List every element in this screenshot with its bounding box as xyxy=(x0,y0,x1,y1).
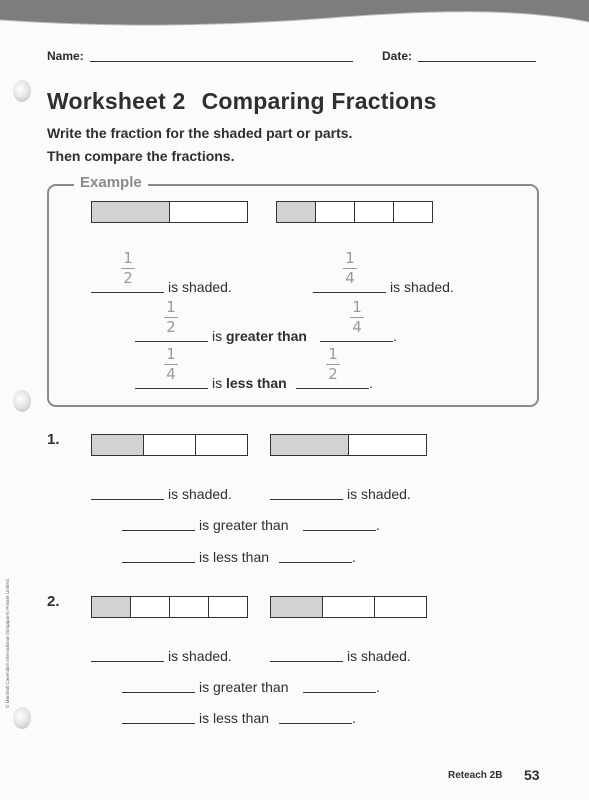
name-label: Name: xyxy=(47,49,84,63)
period: . xyxy=(393,328,397,344)
answer-line[interactable] xyxy=(303,692,376,693)
unshaded-part xyxy=(323,597,375,617)
unshaded-part xyxy=(131,597,170,617)
shaded-part xyxy=(92,597,131,617)
fraction-bar xyxy=(270,434,427,456)
is-shaded-text: is shaded. xyxy=(390,279,454,295)
answer-line xyxy=(135,341,208,342)
worksheet-topic: Comparing Fractions xyxy=(201,88,437,114)
denominator: 2 xyxy=(166,318,176,336)
shaded-part xyxy=(92,202,170,222)
fraction-bar xyxy=(91,596,248,618)
unshaded-part xyxy=(170,597,209,617)
unshaded-part xyxy=(144,435,196,455)
answer-line[interactable] xyxy=(122,723,195,724)
less-than-text: is less than xyxy=(199,549,270,565)
less-than-text: is less than xyxy=(212,375,287,391)
is-shaded-text: is shaded. xyxy=(168,648,232,664)
shaded-part xyxy=(92,435,144,455)
fraction-bar xyxy=(91,434,248,456)
instruction-line-1: Write the fraction for the shaded part or parts. xyxy=(47,125,353,141)
problem-number: 1. xyxy=(47,431,60,448)
answer-line[interactable] xyxy=(91,499,164,500)
problem-number: 2. xyxy=(47,593,60,610)
answer-line[interactable] xyxy=(279,723,352,724)
denominator: 2 xyxy=(123,269,133,287)
page-title xyxy=(47,88,437,115)
numerator: 1 xyxy=(166,345,176,363)
name-line[interactable] xyxy=(90,61,353,62)
unshaded-part xyxy=(196,435,247,455)
example-label: Example xyxy=(74,174,148,191)
denominator: 4 xyxy=(166,365,176,383)
answer-line[interactable] xyxy=(122,530,195,531)
instruction-line-2: Then compare the fractions. xyxy=(47,148,235,164)
answer-line xyxy=(296,388,369,389)
is-shaded-text: is shaded. xyxy=(347,648,411,664)
shaded-part xyxy=(277,202,316,222)
unshaded-part xyxy=(316,202,355,222)
answer-line[interactable] xyxy=(122,692,195,693)
is-shaded-text: is shaded. xyxy=(168,279,232,295)
worksheet-number: Worksheet 2 xyxy=(47,88,186,114)
answer-line[interactable] xyxy=(122,562,195,563)
fraction-one-half xyxy=(164,300,178,335)
period: . xyxy=(352,710,356,726)
fraction-bar xyxy=(91,201,248,223)
fraction-one-quarter xyxy=(350,300,364,335)
less-than-text: is less than xyxy=(199,710,270,726)
shaded-part xyxy=(271,597,323,617)
answer-line xyxy=(313,292,386,293)
answer-line[interactable] xyxy=(279,562,352,563)
greater-than-text: is greater than xyxy=(212,328,307,344)
period: . xyxy=(376,517,380,533)
unshaded-part xyxy=(375,597,426,617)
greater-than-text: is greater than xyxy=(199,517,289,533)
period: . xyxy=(352,549,356,565)
period: . xyxy=(376,679,380,695)
numerator: 1 xyxy=(166,298,176,316)
numerator: 1 xyxy=(352,298,362,316)
unshaded-part xyxy=(355,202,394,222)
fraction-bar xyxy=(270,596,427,618)
binder-hole xyxy=(13,80,31,102)
answer-line[interactable] xyxy=(91,661,164,662)
binder-hole xyxy=(13,707,31,729)
copyright-text: © Marshall Cavendish International (Singapore) Private Limited. xyxy=(5,578,10,708)
date-label: Date: xyxy=(382,49,413,63)
answer-line xyxy=(91,292,164,293)
binder-hole xyxy=(13,390,31,412)
unshaded-part xyxy=(209,597,247,617)
answer-line xyxy=(320,341,393,342)
answer-line[interactable] xyxy=(270,499,343,500)
shaded-part xyxy=(271,435,349,455)
fraction-one-half xyxy=(121,251,135,286)
fraction-one-quarter xyxy=(164,347,178,382)
answer-line xyxy=(135,388,208,389)
numerator: 1 xyxy=(345,249,355,267)
period: . xyxy=(369,375,373,391)
unshaded-part xyxy=(394,202,432,222)
fraction-bar xyxy=(276,201,433,223)
answer-line[interactable] xyxy=(270,661,343,662)
page-number: 53 xyxy=(524,767,540,783)
unshaded-part xyxy=(170,202,247,222)
date-line[interactable] xyxy=(418,61,536,62)
unshaded-part xyxy=(349,435,426,455)
denominator: 4 xyxy=(345,269,355,287)
fraction-one-quarter xyxy=(343,251,357,286)
is-shaded-text: is shaded. xyxy=(168,486,232,502)
copyright-side-text xyxy=(2,530,12,710)
answer-line[interactable] xyxy=(303,530,376,531)
page-top-curl xyxy=(0,0,589,40)
fraction-one-half xyxy=(326,347,340,382)
denominator: 4 xyxy=(352,318,362,336)
numerator: 1 xyxy=(123,249,133,267)
greater-than-text: is greater than xyxy=(199,679,289,695)
denominator: 2 xyxy=(328,365,338,383)
numerator: 1 xyxy=(328,345,338,363)
is-shaded-text: is shaded. xyxy=(347,486,411,502)
footer-label: Reteach 2B xyxy=(448,770,503,781)
